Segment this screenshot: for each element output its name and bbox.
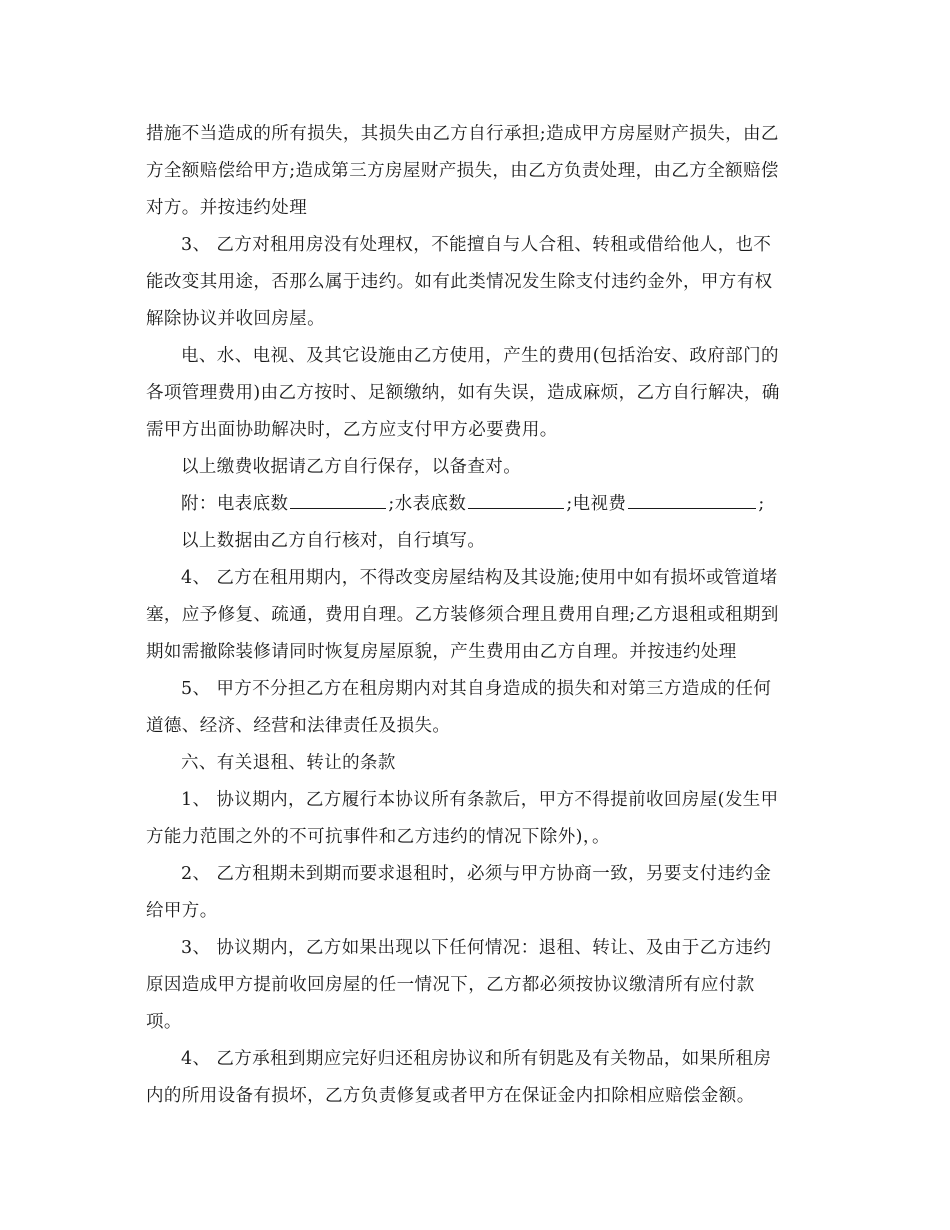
section-title: 六、有关退租、转让的条款 xyxy=(181,753,396,773)
text-line: 5、 甲方不分担乙方在租房期内对其自身造成的损失和对第三方造成的任何 xyxy=(181,679,772,699)
text-line: 以上缴费收据请乙方自行保存，以备查对。 xyxy=(181,457,522,477)
electric-meter-label: 电表底数 xyxy=(216,494,289,514)
meter-readings-line xyxy=(146,486,810,523)
paragraph-six-clause-2 xyxy=(146,856,810,930)
paragraph-clause-5-liability xyxy=(146,671,810,745)
text-line: 以上数据由乙方自行核对，自行填写。 xyxy=(181,531,486,551)
text-line: 原因造成甲方提前收回房屋的任一情况下，乙方都必须按协议缴清所有应付款 xyxy=(146,975,755,995)
tv-fee-label: 电视费 xyxy=(572,494,627,514)
paragraph-clause-3-sublease xyxy=(146,227,810,338)
section-heading-six xyxy=(146,745,810,782)
text-line: 方全额赔偿给甲方;造成第三方房屋财产损失，由乙方负责处理，由乙方全额赔偿 xyxy=(146,161,779,181)
text-line: 电、水、电视、及其它设施由乙方使用，产生的费用(包括治安、政府部门的 xyxy=(181,346,779,366)
separator: ; xyxy=(758,494,765,514)
text-line: 能改变其用途，否那么属于违约。如有此类情况发生除支付违约金外，甲方有权 xyxy=(146,272,773,292)
text-line: 解除协议并收回房屋。 xyxy=(146,309,325,329)
text-line: 各项管理费用)由乙方按时、足额缴纳，如有失误，造成麻烦，乙方自行解决，确 xyxy=(146,383,780,403)
meter-prefix: 附： xyxy=(181,494,217,514)
paragraph-six-clause-1 xyxy=(146,782,810,856)
electric-meter-blank[interactable] xyxy=(290,486,386,509)
text-line: 内的所用设备有损坏，乙方负责修复或者甲方在保证金内扣除相应赔偿金额。 xyxy=(146,1086,755,1106)
text-line: 需甲方出面协助解决时，乙方应支付甲方必要费用。 xyxy=(146,420,558,440)
paragraph-verify-data xyxy=(146,523,810,560)
water-meter-blank[interactable] xyxy=(468,486,564,509)
separator: ; xyxy=(566,494,573,514)
text-line: 项。 xyxy=(146,1012,182,1032)
text-line: 3、 协议期内，乙方如果出现以下任何情况：退租、转让、及由于乙方违约 xyxy=(181,938,772,958)
paragraph-six-clause-4 xyxy=(146,1041,810,1115)
paragraph-six-clause-3 xyxy=(146,930,810,1041)
text-line: 期如需撤除装修请同时恢复房屋原貌，产生费用由乙方自理。并按违约处理 xyxy=(146,642,737,662)
text-line: 给甲方。 xyxy=(146,901,218,921)
separator: ; xyxy=(388,494,395,514)
text-line: 1、 协议期内，乙方履行本协议所有条款后，甲方不得提前收回房屋(发生甲 xyxy=(181,790,779,810)
document-body xyxy=(146,116,810,1115)
paragraph-receipts xyxy=(146,449,810,486)
water-meter-label: 水表底数 xyxy=(394,494,467,514)
tv-fee-blank[interactable] xyxy=(628,486,756,509)
text-line: 3、 乙方对租用房没有处理权，不能擅自与人合租、转租或借给他人，也不 xyxy=(181,235,772,255)
text-line: 对方。并按违约处理 xyxy=(146,198,308,218)
text-line: 塞，应予修复、疏通，费用自理。乙方装修须合理且费用自理;乙方退租或租期到 xyxy=(146,605,779,625)
text-line: 道德、经济、经营和法律责任及损失。 xyxy=(146,716,451,736)
text-line: 方能力范围之外的不可抗事件和乙方违约的情况下除外)，。 xyxy=(146,827,610,847)
text-line: 措施不当造成的所有损失，其损失由乙方自行承担;造成甲方房屋财产损失，由乙 xyxy=(146,124,779,144)
text-line: 2、 乙方租期未到期而要求退租时，必须与甲方协商一致，另要支付违约金 xyxy=(181,864,772,884)
text-line: 4、 乙方承租到期应完好归还租房协议和所有钥匙及有关物品，如果所租房 xyxy=(181,1049,772,1069)
paragraph-damage-liability xyxy=(146,116,810,227)
paragraph-clause-4-structure xyxy=(146,560,810,671)
paragraph-utilities xyxy=(146,338,810,449)
text-line: 4、 乙方在租用期内，不得改变房屋结构及其设施;使用中如有损坏或管道堵 xyxy=(181,568,778,588)
